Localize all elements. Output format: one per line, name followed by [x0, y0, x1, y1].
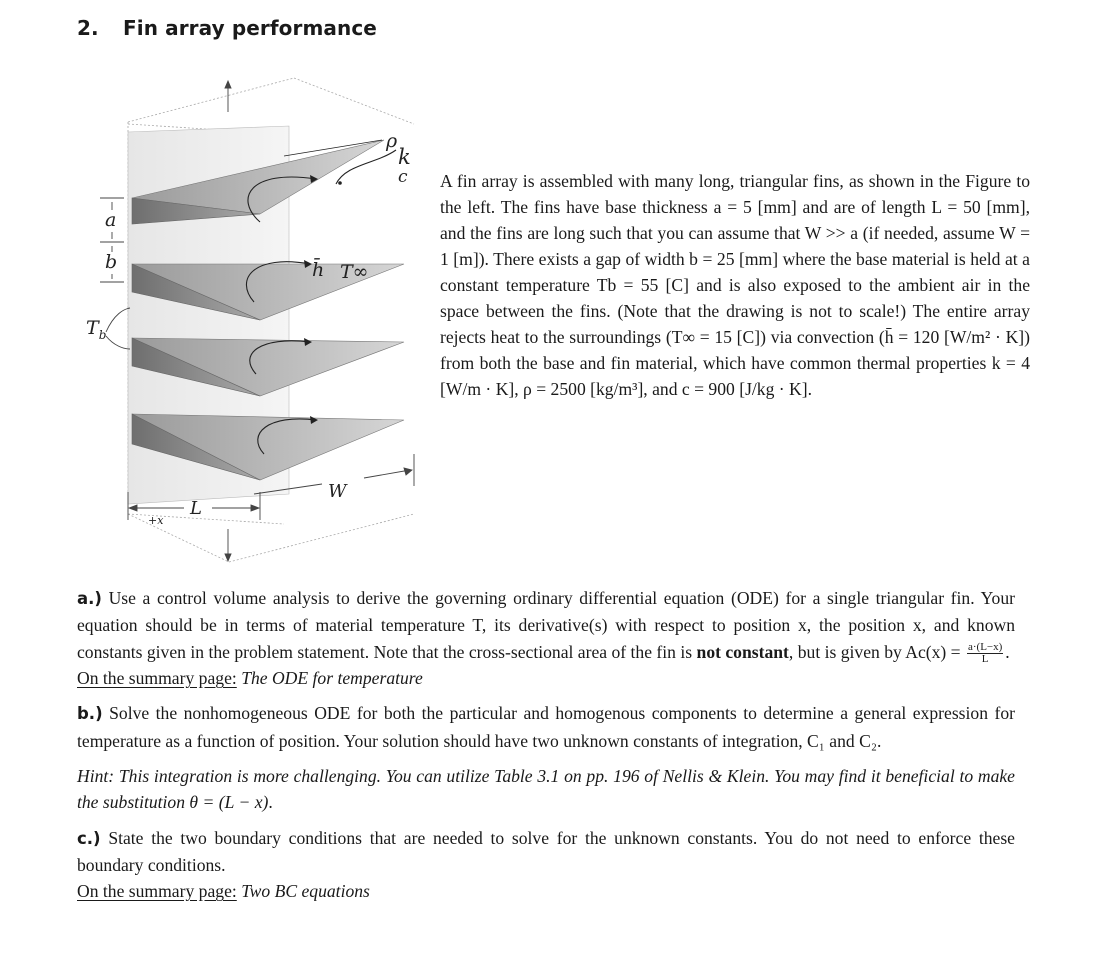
part-c-summary [77, 878, 1015, 904]
area-fraction-numerator: a·(L−x) [968, 641, 1003, 654]
label-tb: $T_b$ [86, 317, 107, 342]
part-a-text-3: . [1005, 641, 1010, 662]
area-fraction-denominator: L [981, 653, 989, 666]
part-c-summary-link[interactable]: On the summary page: [77, 881, 237, 902]
label-a: a [105, 209, 117, 231]
hint [77, 763, 1015, 816]
hint-text-1: Hint: This integration is more challenging. You can utilize Table 3.1 on pp. 196 of Nellis & Klein. You may find it beneficial to make the substitution [77, 765, 1015, 813]
part-c-summary-value: Two BC equations [241, 881, 370, 902]
part-b-label: b.) [77, 704, 103, 724]
label-plus-x: +x [148, 514, 164, 527]
part-b [77, 700, 1015, 754]
part-a-summary-value: The ODE for temperature [241, 668, 423, 689]
part-a-text-1: Use a control volume analysis to derive the governing ordinary differential equation (ODE) for a single triangular fin. Your equation should be in terms of material temperature T, its derivative(s) with respect to position x, the position x, and known constants given in the problem statement. Note that the cross-sectional area of the fin is [77, 588, 1015, 662]
part-c-label: c.) [77, 828, 101, 848]
part-a-bold: not constant [696, 641, 789, 662]
problem-title: Fin array performance [123, 16, 377, 40]
label-l: L [190, 498, 202, 519]
label-k: k [398, 145, 411, 169]
part-a [77, 585, 1015, 691]
part-b-text: Solve the nonhomogeneous ODE for both the particular and homogenous components to determine a general expression for temperature as a function of position. Your solution should have two unknown constants of integration, C₁ and C₂. [77, 703, 1015, 751]
part-c [77, 825, 1015, 905]
problem-heading [77, 16, 377, 40]
part-a-label: a.) [77, 589, 102, 608]
area-fraction [967, 642, 1003, 665]
hint-text-2: . [268, 792, 273, 813]
part-c-text: State the two boundary conditions that are needed to solve for the unknown constants. You do not need to enforce these boundary conditions. [77, 827, 1015, 875]
fin-array-figure [84, 74, 434, 564]
label-rho: ρ [386, 130, 398, 152]
tb-leader [106, 308, 130, 349]
hint-equation: θ = (L − x) [189, 792, 269, 813]
part-a-text-2: , but is given by Ac(x) = [788, 641, 961, 662]
label-tinf: T∞ [340, 261, 369, 283]
intro-paragraph: A fin array is assembled with many long, triangular fins, as shown in the Figure to the left. The fins have base thickness a = 5 [mm] and are of length L = 50 [mm], and the fins are long such that you can assume that W >> a (if needed, assume W = 1 [m]). There exists a gap of width b = 25 [mm] where the base material is held at a constant temperature Tb = 55 [C] and is also exposed to the ambient air in the space between the fins. (Note that the drawing is not to scale!) The entire array rejects heat to the surroundings (T∞ = 15 [C]) via convection (h̄ = 120 [W/m² · K]) from both the base and fin material, which have common thermal properties k = 4 [W/m · K], ρ = 2500 [kg/m³], and c = 900 [J/kg · K]. [440, 171, 1030, 399]
fin-array-diagram [84, 74, 434, 564]
problem-number: 2. [77, 16, 99, 40]
part-a-summary [77, 665, 1015, 691]
problem-parts [77, 585, 1015, 913]
label-w: W [328, 481, 347, 502]
label-c: c [398, 167, 408, 187]
label-hbar: h̄ [312, 259, 325, 281]
property-point [338, 181, 342, 185]
part-a-summary-link[interactable]: On the summary page: [77, 668, 237, 689]
label-b: b [105, 251, 118, 273]
